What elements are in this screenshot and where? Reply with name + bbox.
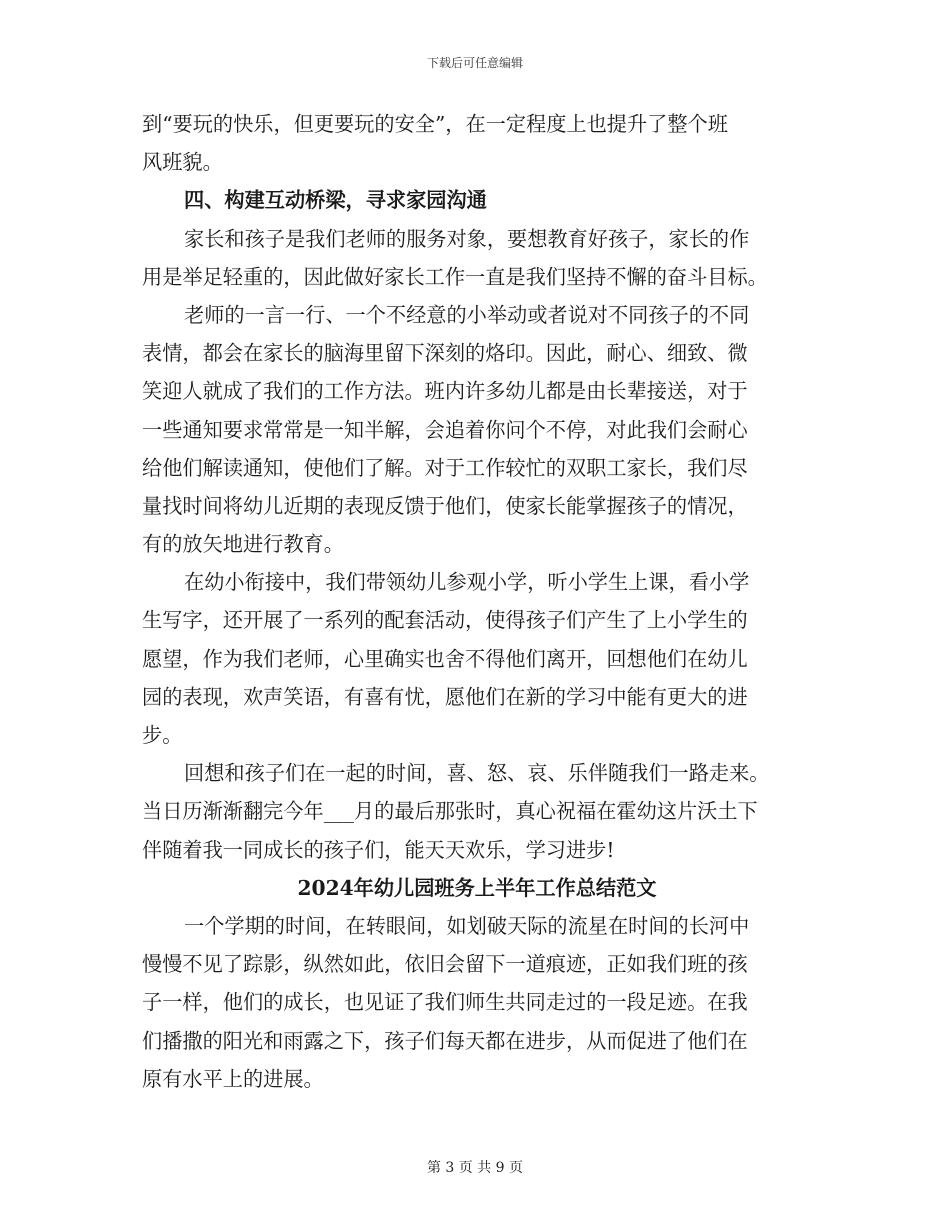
paragraph-line: 当日历渐渐翻完今年___月的最后那张时，真心祝福在霍幼这片沃土下 [142,799,758,824]
paragraph-line: 一些通知要求常常是一知半解，会追着你问个不停，对此我们会耐心 [142,417,748,442]
paragraph-line: 慢慢不见了踪影，纵然如此，依旧会留下一道痕迹，正如我们班的孩 [142,952,748,977]
document-title: 2024年幼儿园班务上半年工作总结范文 [297,875,657,900]
paragraph-line: 子一样，他们的成长，也见证了我们师生共同走过的一段足迹。在我 [142,990,748,1015]
paragraph-line: 愿望，作为我们老师，心里确实也舍不得他们离开，回想他们在幼儿 [142,646,748,671]
paragraph-line: 在幼小衔接中，我们带领幼儿参观小学，听小学生上课，看小学 [184,570,750,595]
page-header: 下载后可任意编辑 [426,56,523,70]
paragraph-line: 家长和孩子是我们老师的服务对象，要想教育好孩子，家长的作 [184,226,750,251]
paragraph-line: 回想和孩子们在一起的时间，喜、怒、哀、乐伴随我们一路走来。 [184,761,770,786]
paragraph-line: 风班貌。 [142,150,223,175]
paragraph-line: 表情，都会在家长的脑海里留下深刻的烙印。因此，耐心、细致、微 [142,341,748,366]
paragraph-line: 步。 [142,723,183,747]
page-footer: 第 3 页 共 9 页 [426,1160,524,1176]
paragraph-line: 园的表现，欢声笑语，有喜有忧，愿他们在新的学习中能有更大的进 [142,684,748,709]
paragraph-line: 原有水平上的进展。 [142,1066,324,1091]
paragraph-line: 量找时间将幼儿近期的表现反馈于他们，使家长能掌握孩子的情况， [142,493,748,518]
paragraph-line: 笑迎人就成了我们的工作方法。班内许多幼儿都是由长辈接送，对于 [142,379,748,404]
paragraph-line: 给他们解读通知，使他们了解。对于工作较忙的双职工家长，我们尽 [142,455,748,480]
paragraph-line: 一个学期的时间，在转眼间，如划破天际的流星在时间的长河中 [184,913,750,938]
paragraph-line: 生写字，还开展了一系列的配套活动，使得孩子们产生了上小学生的 [142,608,748,633]
paragraph-line: 们播撒的阳光和雨露之下，孩子们每天都在进步，从而促进了他们在 [142,1028,748,1053]
section-heading: 四、构建互动桥梁，寻求家园沟通 [184,188,487,213]
paragraph-line: 到“要玩的快乐，但更要玩的安全”，在一定程度上也提升了整个班 [142,112,728,136]
paragraph-line: 老师的一言一行、一个不经意的小举动或者说对不同孩子的不同 [184,302,750,327]
paragraph-line: 伴随着我一同成长的孩子们，能天天欢乐，学习进步! [142,837,615,862]
document-body [142,105,812,1098]
paragraph-line: 有的放矢地进行教育。 [142,532,344,557]
paragraph-line: 用是举足轻重的，因此做好家长工作一直是我们坚持不懈的奋斗目标。 [142,264,768,289]
